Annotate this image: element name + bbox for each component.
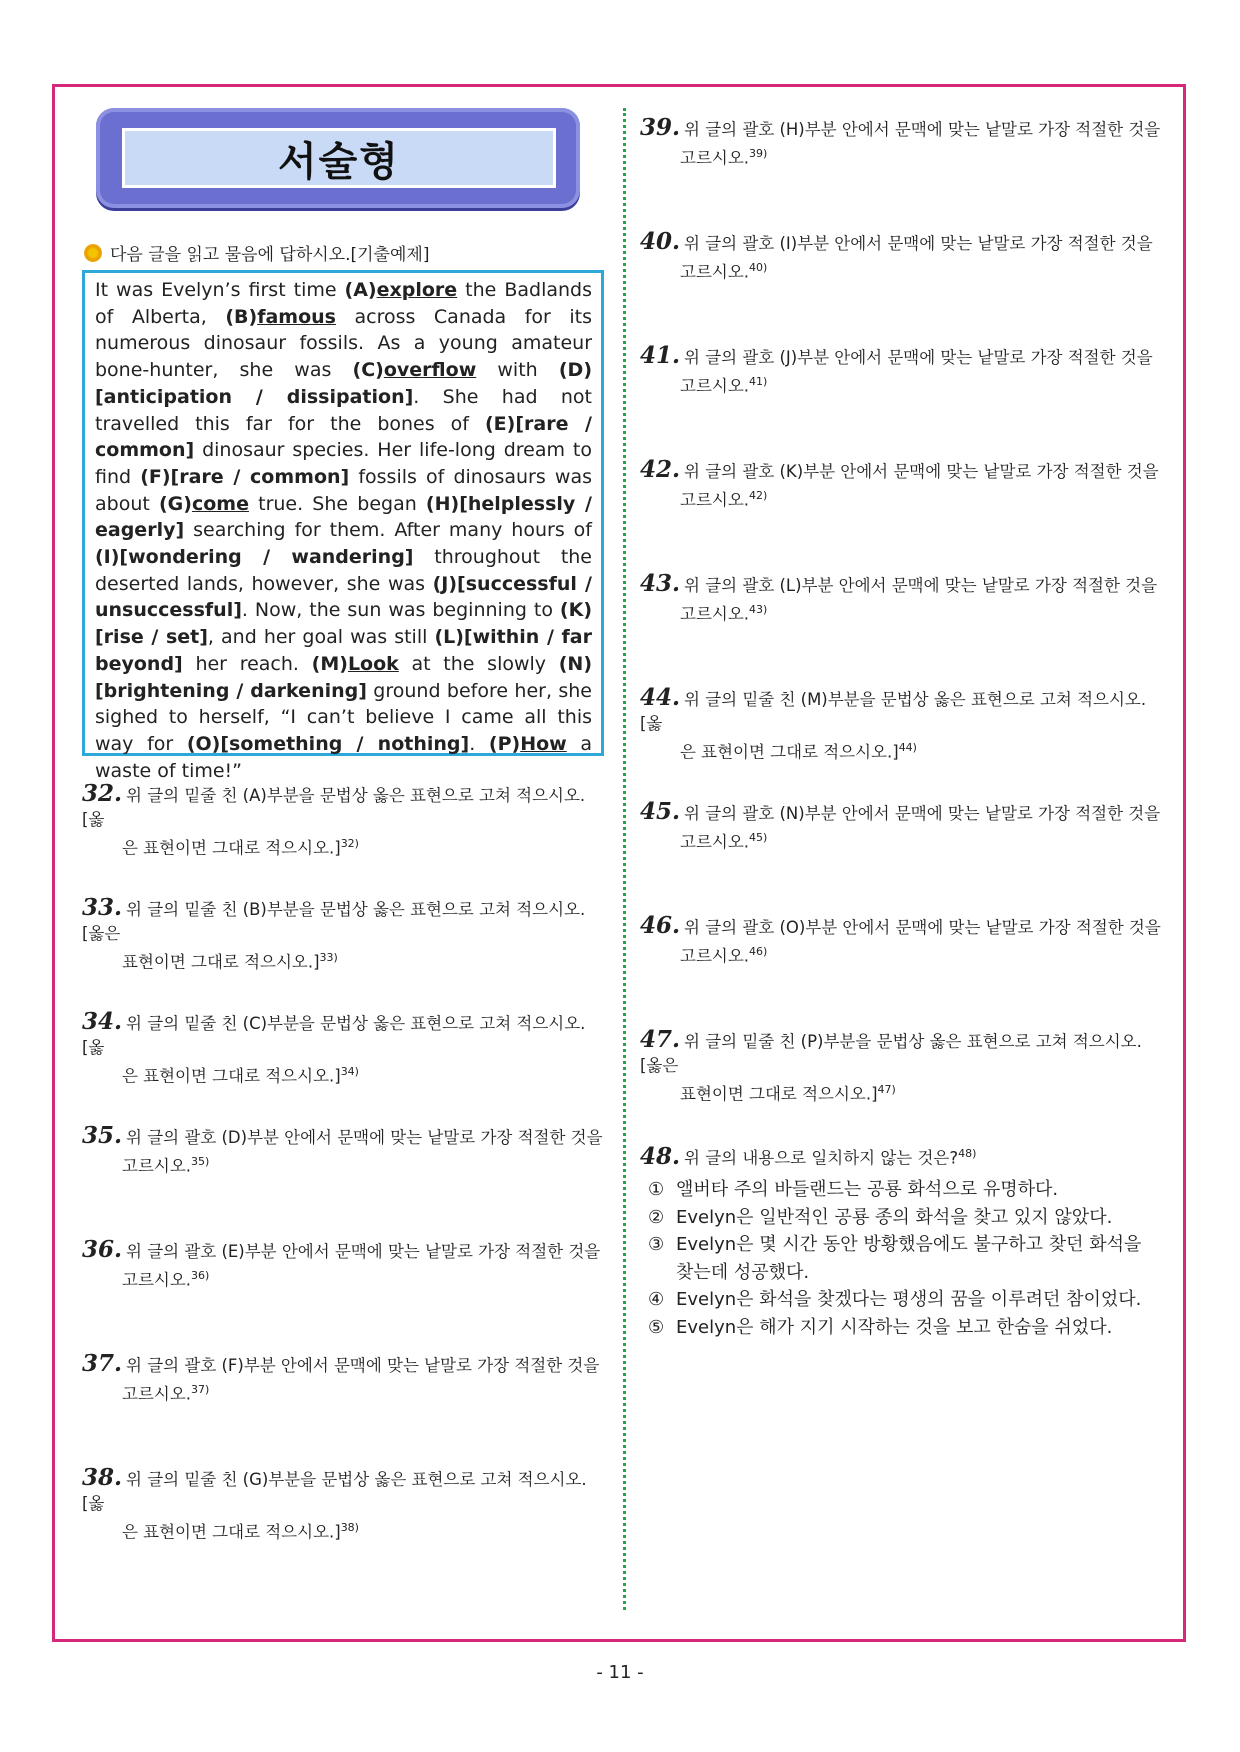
question-47 — [640, 1028, 1162, 1107]
question-35 — [82, 1124, 604, 1179]
question-number: 47. — [640, 1026, 681, 1053]
question-text: 위 글의 내용으로 일치하지 않는 것은? — [684, 1148, 959, 1168]
question-text: 위 글의 괄호 (K)부분 안에서 문맥에 맞는 낱말로 가장 적절한 것을 — [684, 462, 1159, 481]
blank-p-word: How — [520, 732, 567, 755]
blank-p-label: (P) — [488, 732, 521, 755]
question-text: 표현이면 그대로 적으시오.] — [122, 952, 320, 972]
passage-text: . — [469, 732, 489, 755]
option-mark: ⑤ — [648, 1316, 665, 1338]
option-5[interactable] — [648, 1314, 1158, 1342]
footnote-ref: 32) — [340, 837, 359, 850]
question-39 — [640, 116, 1162, 171]
column-divider — [623, 108, 626, 1610]
question-text: 은 표현이면 그대로 적으시오.] — [680, 742, 899, 762]
passage-text: a waste of time!” — [95, 732, 592, 782]
choice-o: (O)[something / nothing] — [186, 732, 470, 755]
footnote-ref: 34) — [340, 1065, 359, 1078]
passage-text: . She had not travelled this far for the bones of — [95, 385, 592, 435]
passage-text: true. She began — [248, 492, 426, 515]
question-text: 위 글의 괄호 (L)부분 안에서 문맥에 맞는 낱말로 가장 적절한 것을 — [684, 576, 1158, 595]
footnote-ref: 44) — [898, 741, 917, 754]
footnote-ref: 33) — [319, 951, 338, 964]
choice-h: (H)[helplessly / eagerly] — [95, 492, 592, 542]
choice-e: (E)[rare / common] — [95, 412, 592, 462]
choice-n: (N)[brightening / darkening] — [95, 652, 593, 702]
blank-a-word: explore — [376, 279, 458, 301]
footnote-ref: 36) — [191, 1269, 210, 1282]
question-text: 표현이면 그대로 적으시오.] — [680, 1084, 878, 1104]
question-40 — [640, 230, 1162, 285]
question-text: 은 표현이면 그대로 적으시오.] — [122, 1066, 341, 1086]
option-mark: ① — [648, 1179, 665, 1200]
question-number: 39. — [640, 114, 681, 141]
question-46 — [640, 914, 1162, 969]
footnote-ref: 35) — [191, 1155, 210, 1168]
passage-text: . Now, the sun was beginning to — [241, 599, 560, 622]
question-37 — [82, 1352, 604, 1407]
question-text: 위 글의 괄호 (J)부분 안에서 문맥에 맞는 낱말로 가장 적절한 것을 — [684, 348, 1153, 367]
question-text: 고르시오. — [122, 1156, 192, 1176]
footnote-ref: 39) — [749, 147, 768, 160]
passage-text: It was Evelyn’s first time — [95, 279, 345, 301]
question-number: 36. — [82, 1236, 123, 1263]
question-text: 고르시오. — [680, 262, 750, 282]
question-number: 42. — [640, 456, 681, 483]
flower-icon — [84, 244, 102, 262]
blank-m-word: Look — [347, 652, 399, 675]
question-text: 은 표현이면 그대로 적으시오.] — [122, 1522, 341, 1542]
question-number: 45. — [640, 798, 681, 825]
question-text: 위 글의 괄호 (I)부분 안에서 문맥에 맞는 낱말로 가장 적절한 것을 — [684, 234, 1153, 253]
option-4[interactable] — [648, 1286, 1158, 1314]
passage-text: , and her goal was still — [207, 626, 435, 649]
answer-options — [648, 1176, 1158, 1341]
blank-a-label: (A) — [344, 279, 377, 301]
question-number: 34. — [82, 1008, 123, 1035]
passage-text: searching for them. After many hours of — [184, 519, 592, 542]
question-32 — [82, 782, 604, 861]
question-text: 위 글의 괄호 (N)부분 안에서 문맥에 맞는 낱말로 가장 적절한 것을 — [684, 804, 1161, 823]
question-number: 38. — [82, 1464, 123, 1491]
question-text: 고르시오. — [680, 832, 750, 852]
footnote-ref: 38) — [340, 1521, 359, 1534]
question-text: 위 글의 밑줄 친 (P)부분을 문법상 옳은 표현으로 고쳐 적으시오.[옳은 — [640, 1032, 1142, 1075]
question-text: 위 글의 괄호 (F)부분 안에서 문맥에 맞는 낱말로 가장 적절한 것을 — [126, 1356, 600, 1375]
choice-i: (I)[wondering / wandering] — [95, 546, 414, 569]
question-number: 46. — [640, 912, 681, 939]
option-1[interactable] — [648, 1176, 1158, 1204]
question-36 — [82, 1238, 604, 1293]
option-3[interactable] — [648, 1231, 1158, 1286]
footnote-ref: 42) — [749, 489, 768, 502]
question-42 — [640, 458, 1162, 513]
blank-g-label: (G) — [158, 492, 192, 515]
question-45 — [640, 800, 1162, 855]
question-number: 32. — [82, 780, 123, 807]
question-43 — [640, 572, 1162, 627]
question-48 — [640, 1142, 1162, 1171]
footnote-ref: 41) — [749, 375, 768, 388]
blank-b-label: (B) — [225, 305, 258, 328]
passage-text: ground before her, she sighed to herself, “I can’t believe I came all this way for — [95, 679, 592, 755]
instruction — [84, 240, 429, 265]
question-text: 고르시오. — [680, 604, 750, 624]
passage-text: dinosaur species. Her life-long dream to find — [95, 439, 592, 488]
choice-j: (J)[successful / unsuccessful] — [95, 572, 592, 622]
passage-text: the Badlands of Alberta, — [95, 279, 592, 328]
question-text: 위 글의 밑줄 친 (A)부분을 문법상 옳은 표현으로 고쳐 적으시오.[옳 — [82, 786, 586, 829]
passage-text: at the slowly — [398, 652, 559, 675]
option-text: Evelyn은 몇 시간 동안 방황했음에도 불구하고 찾던 화석을 찾는데 성공했다. — [676, 1234, 1142, 1283]
blank-m-label: (M) — [311, 652, 348, 675]
blank-c-label: (C) — [352, 359, 384, 382]
option-text: Evelyn은 화석을 찾겠다는 평생의 꿈을 이루려던 참이었다. — [676, 1289, 1142, 1310]
footnote-ref: 43) — [749, 603, 768, 616]
question-number: 40. — [640, 228, 681, 255]
passage-text: across Canada for its numerous dinosaur fossils. As a young amateur bone-hunter, she was — [95, 305, 592, 382]
footnote-ref: 37) — [191, 1383, 210, 1396]
option-mark: ② — [648, 1206, 665, 1228]
question-text: 고르시오. — [680, 376, 750, 396]
question-text: 위 글의 밑줄 친 (C)부분을 문법상 옳은 표현으로 고쳐 적으시오.[옳 — [82, 1014, 586, 1057]
option-text: Evelyn은 일반적인 공룡 종의 화석을 찾고 있지 않았다. — [676, 1206, 1113, 1228]
question-number: 33. — [82, 894, 123, 921]
passage-box — [82, 270, 604, 782]
question-44 — [640, 686, 1162, 765]
blank-c-word: overflow — [383, 359, 477, 382]
question-text: 위 글의 괄호 (D)부분 안에서 문맥에 맞는 낱말로 가장 적절한 것을 — [126, 1128, 603, 1147]
question-text: 위 글의 괄호 (H)부분 안에서 문맥에 맞는 낱말로 가장 적절한 것을 — [684, 120, 1161, 139]
section-title-badge — [96, 108, 580, 208]
footnote-ref: 47) — [877, 1083, 896, 1096]
question-number: 35. — [82, 1122, 123, 1149]
blank-b-word: famous — [257, 305, 336, 328]
question-text: 고르시오. — [680, 148, 750, 168]
question-text: 고르시오. — [680, 490, 750, 510]
passage-text: throughout the deserted lands, however, she was — [95, 546, 592, 595]
blank-g-word: come — [191, 492, 249, 515]
question-number: 43. — [640, 570, 681, 597]
question-number: 41. — [640, 342, 681, 369]
option-mark: ④ — [648, 1289, 665, 1310]
choice-d: (D)[anticipation / dissipation] — [95, 359, 592, 408]
question-33 — [82, 896, 604, 975]
choice-l: (L)[within / far beyond] — [95, 626, 592, 675]
instruction-text: 다음 글을 읽고 물음에 답하시오.[기출예제] — [110, 245, 430, 265]
question-number: 48. — [640, 1142, 681, 1170]
question-text: 고르시오. — [122, 1270, 192, 1290]
question-text: 고르시오. — [680, 946, 750, 966]
question-text: 고르시오. — [122, 1384, 192, 1404]
question-34 — [82, 1010, 604, 1089]
section-title-panel — [122, 128, 556, 188]
footnote-ref: 48) — [958, 1147, 977, 1160]
footnote-ref: 46) — [749, 945, 768, 958]
footnote-ref: 40) — [749, 261, 768, 274]
question-text: 위 글의 괄호 (O)부분 안에서 문맥에 맞는 낱말로 가장 적절한 것을 — [684, 918, 1161, 937]
page-number: - 11 - — [596, 1662, 644, 1683]
choice-f: (F)[rare / common] — [140, 465, 350, 488]
question-number: 37. — [82, 1350, 123, 1377]
passage-text: with — [476, 359, 559, 382]
passage-text: her reach. — [182, 652, 312, 675]
question-text: 위 글의 밑줄 친 (M)부분을 문법상 옳은 표현으로 고쳐 적으시오.[옳 — [640, 690, 1147, 733]
question-41 — [640, 344, 1162, 399]
choice-k: (K)[rise / set] — [95, 599, 592, 649]
section-title: 서술형 — [278, 138, 400, 185]
question-text: 위 글의 밑줄 친 (G)부분을 문법상 옳은 표현으로 고쳐 적으시오.[옳 — [82, 1470, 587, 1513]
question-text: 위 글의 밑줄 친 (B)부분을 문법상 옳은 표현으로 고쳐 적으시오.[옳은 — [82, 900, 586, 943]
question-text: 위 글의 괄호 (E)부분 안에서 문맥에 맞는 낱말로 가장 적절한 것을 — [126, 1242, 601, 1261]
option-text: 앨버타 주의 바들랜드는 공룡 화석으로 유명하다. — [676, 1179, 1059, 1200]
option-mark: ③ — [648, 1234, 665, 1255]
question-number: 44. — [640, 684, 681, 711]
question-text: 은 표현이면 그대로 적으시오.] — [122, 838, 341, 858]
footnote-ref: 45) — [749, 831, 768, 844]
question-38 — [82, 1466, 604, 1545]
passage-text: fossils of dinosaurs was about — [95, 465, 592, 515]
option-text: Evelyn은 해가 지기 시작하는 것을 보고 한숨을 쉬었다. — [676, 1316, 1113, 1338]
option-2[interactable] — [648, 1204, 1158, 1232]
